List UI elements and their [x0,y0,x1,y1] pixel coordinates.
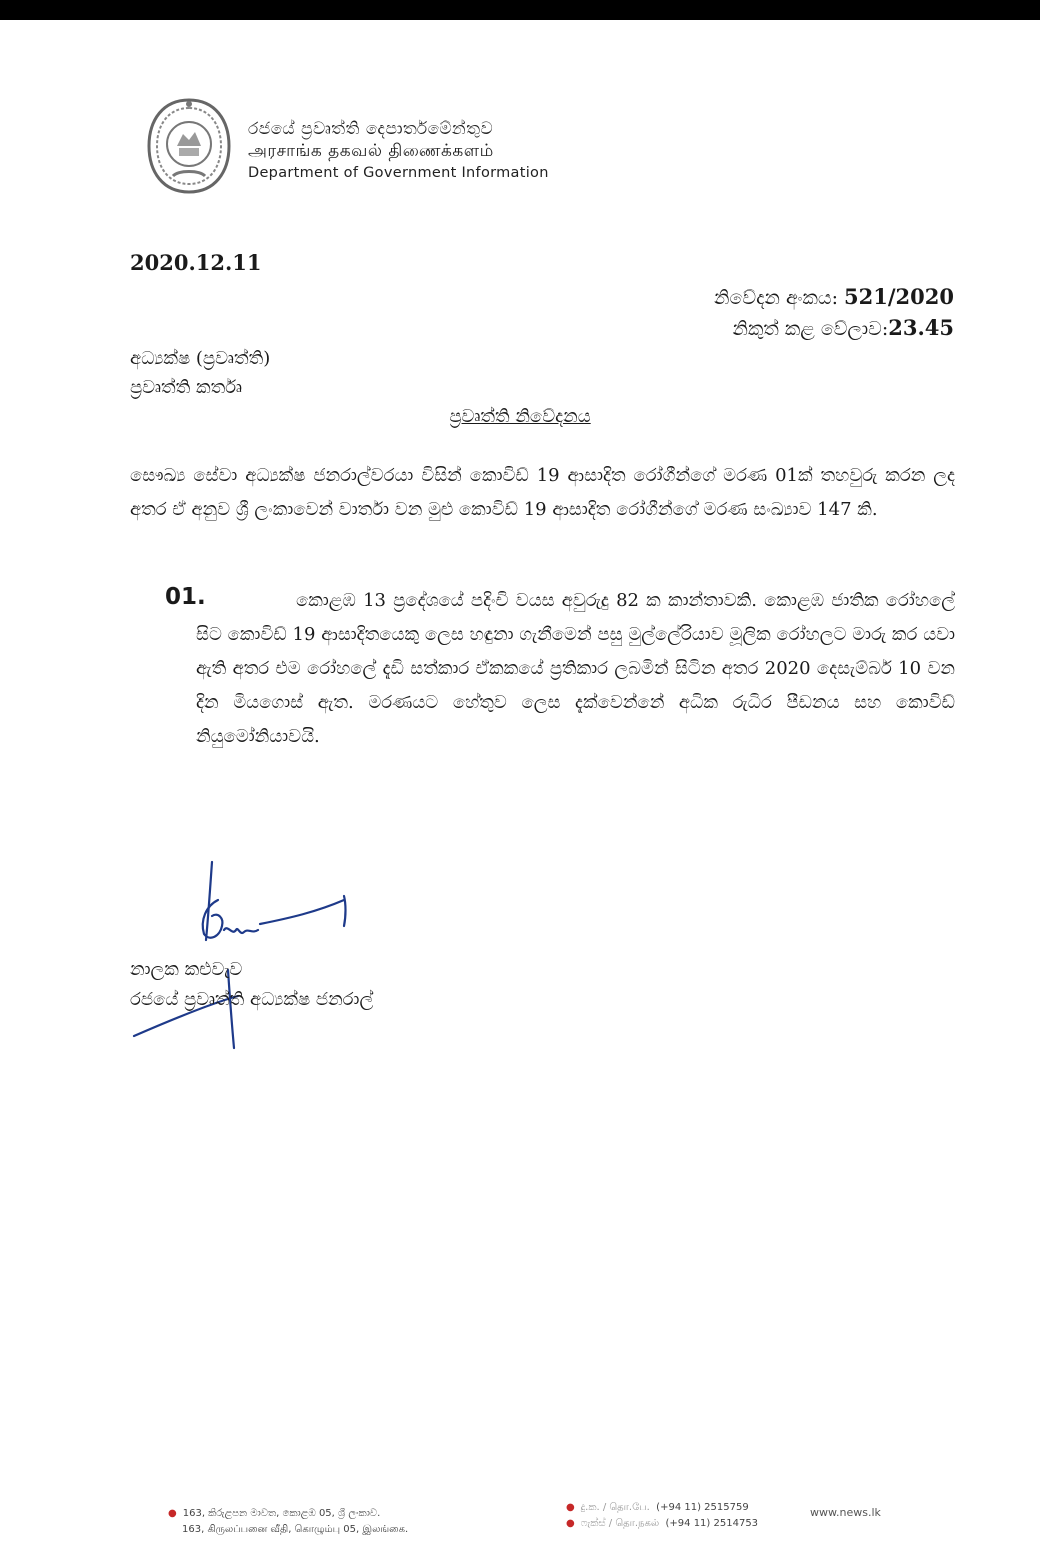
reference-block [714,282,954,344]
footer-telephone: ● දු.ක. / தொ.பே. (+94 11) 2515759 [566,1502,749,1513]
footer-contact [566,1500,758,1532]
screen-top-bar [0,0,1040,20]
letterhead [248,118,549,184]
bullet-icon: ● [566,1518,575,1529]
heading-text: ප්‍රවෘත්ති නිවේදනය [449,406,591,427]
footer-address [168,1506,408,1538]
government-emblem-icon [143,96,235,196]
footer-address-sinhala: ● 163, කිරුළපන මාවත, කොළඹ 05, ශ්‍රී ලංකාව. [168,1508,381,1519]
signatory-block [130,955,373,1015]
department-name-english: Department of Government Information [248,165,549,181]
bullet-icon: ● [168,1508,177,1519]
issue-time-line [714,313,954,344]
signature-icon [120,840,380,1060]
release-number: 521/2020 [844,284,954,309]
department-name-sinhala: රජයේ ප්‍රවෘත්ති දෙපාර්තමේන්තුව [248,119,494,139]
item-paragraph: කොළඹ 13 ප්‍රදේශයේ පදිංචි වයස අවුරුදු 82 ක කාන්තාවකි. කොළඹ ජාතික රෝහලේ සිට කොවිඩ් 19 ආසාදිතයෙකු ලෙස හඳුනා ගැනීමෙන් පසු මුල්ලේරියාව මූලික රෝහලට මාරු කර යවා ඇති අතර එම රෝහලේ දැඩි සත්කාර ඒකකයේ ප්‍රතිකාර ලබමින් සිටින අතර 2020 දෙසැම්බර් 10 වන දින මියගොස් ඇත. මරණයට හේතුව ලෙස දැක්වෙන්නේ අධික රුධිර පීඩනය සහ කොවිඩ් නියුමෝනියාවයි. [196,590,955,747]
signatory-title: රජයේ ප්‍රවෘත්ති අධ්‍යක්ෂ ජනරාල් [130,989,374,1010]
letter-footer [0,1496,1040,1542]
release-number-label: නිවේදන අංකය: [714,287,838,309]
issue-time-label: නිකුත් කළ වේලාව: [732,318,889,340]
department-name-tamil: அரசாங்க தகவல் திணைக்களம் [248,141,494,161]
issue-time: 23.45 [888,315,954,340]
footer-address-tamil: 163, கிருலப்பனை வீதி, கொழும்பு 05, இலங்கை. [182,1524,409,1535]
footer-fax: ● ෆැක්ස් / தொ.நகல் (+94 11) 2514753 [566,1518,759,1529]
document-date: 2020.12.11 [130,250,262,275]
signatory-name: නාලක කළුවැව [130,959,243,980]
addressee-director: අධ්‍යක්ෂ (ප්‍රවෘත්ති) [130,348,271,369]
footer-website: www.news.lk [810,1506,881,1519]
bullet-icon: ● [566,1502,575,1513]
addressees [130,344,270,402]
release-number-line [714,282,954,313]
item-number: 01. [165,584,206,610]
intro-paragraph: සෞඛ්‍ය සේවා අධ්‍යක්ෂ ජනරාල්වරයා විසින් කොවිඩ් 19 ආසාදිත රෝගීන්ගේ මරණ 01ක් තහවුරු කරන ලද අතර ඒ අනුව ශ්‍රී ලංකාවෙන් වාර්තා වන මුළු කොවිඩ් 19 ආසාදිත රෝගීන්ගේ මරණ සංඛ්‍යාව 147 කි. [130,465,955,520]
document-heading [0,406,1040,427]
addressee-editor: ප්‍රවෘත්ති කර්තෘ [130,377,243,398]
